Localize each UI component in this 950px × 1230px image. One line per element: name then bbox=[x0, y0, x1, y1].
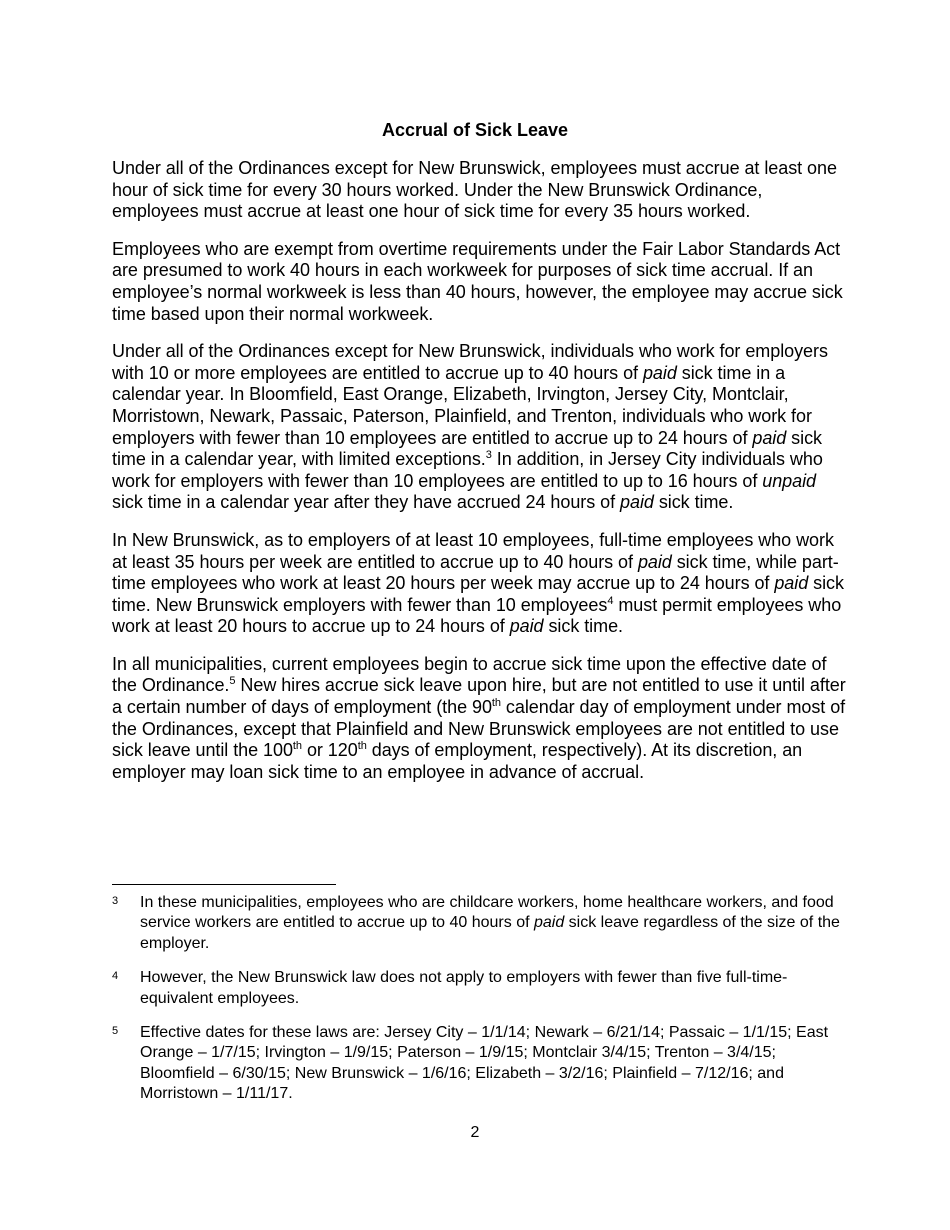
paragraph-exempt-employees: Employees who are exempt from overtime requirements under the Fair Labor Standards Act are presumed to work 40 hours in each workweek for purposes of sick time accrual. If an employee’s normal workweek is less than 40 hours, however, the employee may accrue sick time based upon their normal workweek. bbox=[112, 238, 843, 324]
ordinal-suffix: th bbox=[292, 740, 302, 753]
footnote-ref-5[interactable]: 5 bbox=[229, 675, 236, 688]
footnote-text: However, the New Brunswick law does not apply to employers with fewer than five full-time-equivalent employees. bbox=[140, 969, 788, 1007]
footnote-ref-3[interactable]: 3 bbox=[485, 449, 492, 462]
footnote-5 bbox=[112, 1023, 848, 1105]
footnote-ref-4[interactable]: 4 bbox=[607, 594, 614, 607]
footnotes bbox=[112, 893, 848, 1119]
footnote-number: 3 bbox=[112, 895, 119, 907]
footnote-number: 5 bbox=[112, 1025, 119, 1038]
ordinal-suffix: th bbox=[491, 697, 501, 710]
ordinal-suffix: th bbox=[357, 740, 367, 753]
paragraph-effective-accrual: In all municipalities, current employees begin to accrue sick time upon the effective date of the Ordinance.$^5$ New hires accrue sick leave upon hire, but are not entitled to use it until after a certain number of days of employment (the 90th calendar day of employment under most of the Ordinances, except that Plainfield and New Brunswick employees are not entitled to use sick leave until the 100th or 120th days of employment, respectively). At its discretion, an employer may loan sick time to an employee in advance of accrual. bbox=[112, 653, 846, 782]
paragraph-accrual-rate: Under all of the Ordinances except for New Brunswick, employees must accrue at least one hour of sick time for every 30 hours worked. Under the New Brunswick Ordinance, employees must accrue at least one hour of sick time for every 35 hours worked. bbox=[112, 158, 837, 222]
page-title: Accrual of Sick Leave bbox=[381, 120, 569, 140]
body-text bbox=[112, 158, 848, 783]
paragraph-new-brunswick: In New Brunswick, as to employers of at least 10 employees, full-time employees who work at least 35 hours per week are entitled to accrue up to 40 hours of paid sick time, while part-time employees who work at least 20 hours per week may accrue up to 24 hours of paid sick time. New Brunswick employers with fewer than 10 employees$^4$ must permit employees who work at least 20 hours to accrue up to 24 hours of paid sick time. bbox=[112, 529, 844, 637]
footnote-text: Effective dates for these laws are: Jersey City – 1/1/14; Newark – 6/21/14; Passaic – 1/1/15; East Orange – 1/7/15; Irvington – 1/9/15; Paterson – 1/9/15; Montclair 3/4/15; Trenton – 3/4/15; Bloomfield – 6/30/15; New Brunswick – 1/6/16; Elizabeth – 3/2/16; Plainfield – 7/12/16; and Morristown – 1/11/17. bbox=[140, 1024, 829, 1103]
footnote-separator bbox=[112, 884, 336, 885]
paragraph-accrual-caps: Under all of the Ordinances except for New Brunswick, individuals who work for employers with 10 or more employees are entitled to accrue up to 40 hours of paid sick time in a calendar year. In Bloomfield, East Orange, Elizabeth, Irvington, Jersey City, Montclair, Morristown, Newark, Passaic, Paterson, Plainfield, and Trenton, individuals who work for employers with fewer than 10 employees are entitled to accrue up to 24 hours of paid sick time in a calendar year, with limited exceptions.$^3$ In addition, in Jersey City individuals who work for employers with fewer than 10 employees are entitled to up to 16 hours of unpaid sick time in a calendar year after they have accrued 24 hours of paid sick time. bbox=[112, 341, 828, 513]
footnote-4 bbox=[112, 968, 848, 1009]
footnote-3 bbox=[112, 893, 848, 954]
page-number: 2 bbox=[470, 1124, 480, 1141]
footnote-text: In these municipalities, employees who are childcare workers, home healthcare workers, and food service workers are entitled to accrue up to 40 hours of paid sick leave regardless of the size of the employer. bbox=[140, 894, 840, 952]
footnote-number: 4 bbox=[112, 970, 119, 983]
